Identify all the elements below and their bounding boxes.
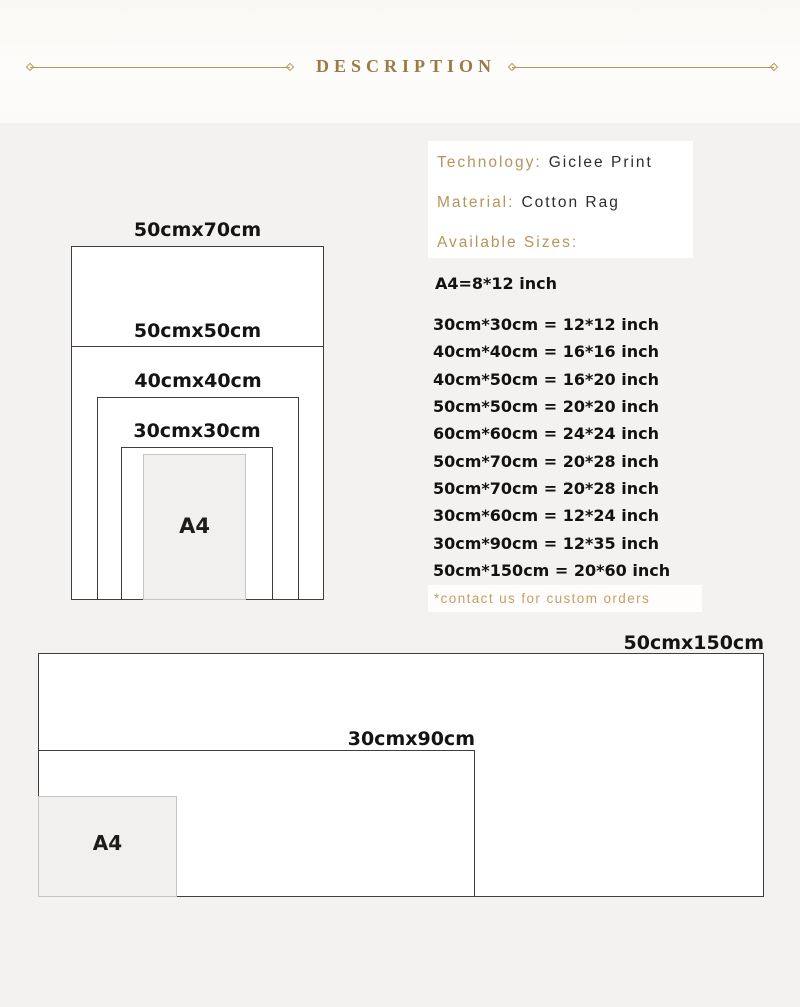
size-conversion-row: 60cm*60cm = 24*24 inch xyxy=(433,424,659,444)
label-50x70cm: 50cmx70cm xyxy=(133,219,262,241)
technology-value: Giclee Print xyxy=(548,154,653,171)
size-conversion-row: 40cm*50cm = 16*20 inch xyxy=(433,369,659,389)
label-50x150cm: 50cmx150cm xyxy=(623,632,764,654)
label-50x50cm: 50cmx50cm xyxy=(133,320,262,342)
size-conversion-row: 30cm*90cm = 12*35 inch xyxy=(433,533,659,553)
rect-50x50cm-top-line xyxy=(72,346,323,347)
available-sizes-label: Available Sizes: xyxy=(437,234,579,251)
a4-equivalence-text: A4=8*12 inch xyxy=(435,274,558,293)
material-value: Cotton Rag xyxy=(521,194,620,211)
label-30x30cm: 30cmx30cm xyxy=(133,420,261,442)
technology-label: Technology: xyxy=(437,154,542,171)
label-40x40cm: 40cmx40cm xyxy=(134,370,262,392)
size-conversion-row: 50cm*150cm = 20*60 inch xyxy=(433,561,671,581)
ornament-rule-left xyxy=(30,67,290,68)
material-label: Material: xyxy=(437,194,515,211)
description-header xyxy=(0,0,800,123)
label-a4-portrait: A4 xyxy=(179,514,210,538)
ornament-rule-right xyxy=(512,67,774,68)
custom-order-note: *contact us for custom orders xyxy=(428,585,702,612)
label-30x90cm: 30cmx90cm xyxy=(347,728,475,750)
diamond-icon xyxy=(286,63,294,71)
label-a4-landscape: A4 xyxy=(92,831,123,855)
size-conversion-row: 30cm*30cm = 12*12 inch xyxy=(433,315,659,334)
section-title: DESCRIPTION xyxy=(315,56,497,76)
spec-row-material xyxy=(437,194,620,212)
size-conversion-list xyxy=(433,311,713,584)
size-conversion-row: 40cm*40cm = 16*16 inch xyxy=(433,342,659,362)
diamond-icon xyxy=(770,63,778,71)
diamond-icon xyxy=(26,63,34,71)
size-conversion-row: 30cm*60cm = 12*24 inch xyxy=(433,506,659,526)
size-conversion-row: 50cm*50cm = 20*20 inch xyxy=(433,397,659,417)
size-conversion-row: 50cm*70cm = 20*28 inch xyxy=(433,479,659,499)
specs-panel xyxy=(428,141,693,258)
spec-row-technology xyxy=(437,154,653,172)
size-conversion-row: 50cm*70cm = 20*28 inch xyxy=(433,451,659,471)
